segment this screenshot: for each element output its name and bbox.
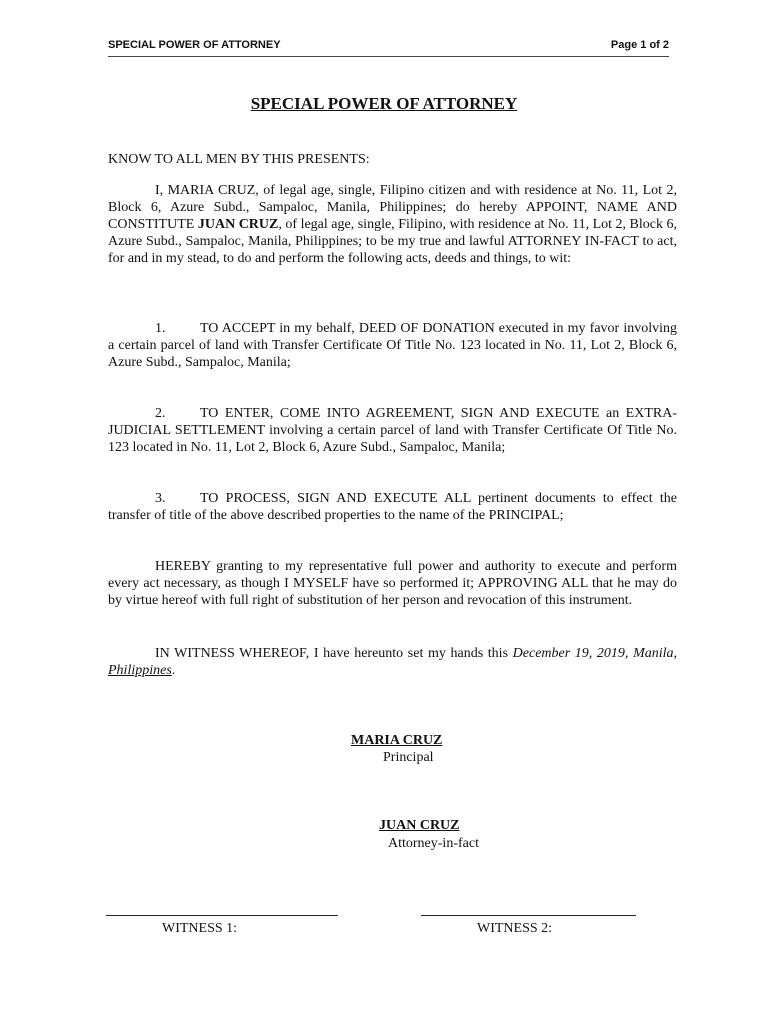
list-item xyxy=(108,320,677,371)
signing-place: Philippines xyxy=(108,663,172,678)
document-title-text: SPECIAL POWER OF ATTORNEY xyxy=(250,94,518,113)
witness-2-label: WITNESS 2: xyxy=(477,921,553,936)
item-text: TO ENTER, COME INTO AGREEMENT, SIGN AND EXECUTE an EXTRA-JUDICIAL SETTLEMENT involving a certain parcel of land with Transfer Certificate Of Title No. 123 located in No. 11, Lot 2, Block 6, Azure Subd., Sampaloc, Manila; xyxy=(108,406,677,455)
item-number: 1. xyxy=(155,321,166,336)
attorney-name: JUAN CRUZ xyxy=(197,217,279,232)
appointment-text-b: , of legal age, single, Filipino, with residence at No. 11, Lot 2, Block 6, Azure Subd., Sampaloc, Manila, Philippines; to be my true and lawful ATTORNEY IN-FACT to act, for and in my stead, to do and perform the following acts, deeds and things, to wit: xyxy=(108,217,678,266)
witness-1-signature-line xyxy=(106,915,338,916)
attorney-role: Attorney-in-fact xyxy=(388,836,479,851)
list-item xyxy=(108,405,677,456)
appointment-paragraph xyxy=(108,182,677,267)
witness-paragraph xyxy=(108,645,677,679)
intro-line: KNOW TO ALL MEN BY THIS PRESENTS: xyxy=(108,152,370,167)
page-header xyxy=(108,38,669,57)
witness-end: . xyxy=(171,663,176,678)
appointment-text-a: I, MARIA CRUZ, of legal age, single, Filipino citizen and with residence at No. 11, Lot 2, Block 6, Azure Subd., Sampaloc, Manila, Philippines; do hereby APPOINT, NAME AND CONSTITUTE xyxy=(108,183,677,232)
witness-text: IN WITNESS WHEREOF, I have hereunto set my hands this xyxy=(155,646,513,661)
item-number: 3. xyxy=(155,491,166,506)
attorney-signature-name: JUAN CRUZ xyxy=(379,818,460,833)
hereby-paragraph: HEREBY granting to my representative full power and authority to execute and perform every act necessary, as though I MYSELF have so performed it; APPROVING ALL that he may do by virtue hereof with full right of substitution of her person and revocation of this instrument. xyxy=(108,559,677,608)
header-title: SPECIAL POWER OF ATTORNEY xyxy=(108,39,281,51)
list-item xyxy=(108,490,677,524)
document-title xyxy=(0,94,768,114)
item-text: TO ACCEPT in my behalf, DEED OF DONATION executed in my favor involving a certain parcel of land with Transfer Certificate Of Title No. 123 located in No. 11, Lot 2, Block 6, Azure Subd., Sampaloc, Manila; xyxy=(108,321,677,370)
principal-role: Principal xyxy=(383,750,434,765)
signing-date: December 19, 2019, Manila, xyxy=(512,646,678,661)
witness-2-signature-line xyxy=(421,915,636,916)
item-text: TO PROCESS, SIGN AND EXECUTE ALL pertinent documents to effect the transfer of title of the above described properties to the name of the PRINCIPAL; xyxy=(108,491,677,523)
witness-1-label: WITNESS 1: xyxy=(162,921,238,936)
page-number: Page 1 of 2 xyxy=(610,39,669,51)
item-number: 2. xyxy=(155,406,166,421)
principal-name: MARIA CRUZ xyxy=(351,733,443,748)
